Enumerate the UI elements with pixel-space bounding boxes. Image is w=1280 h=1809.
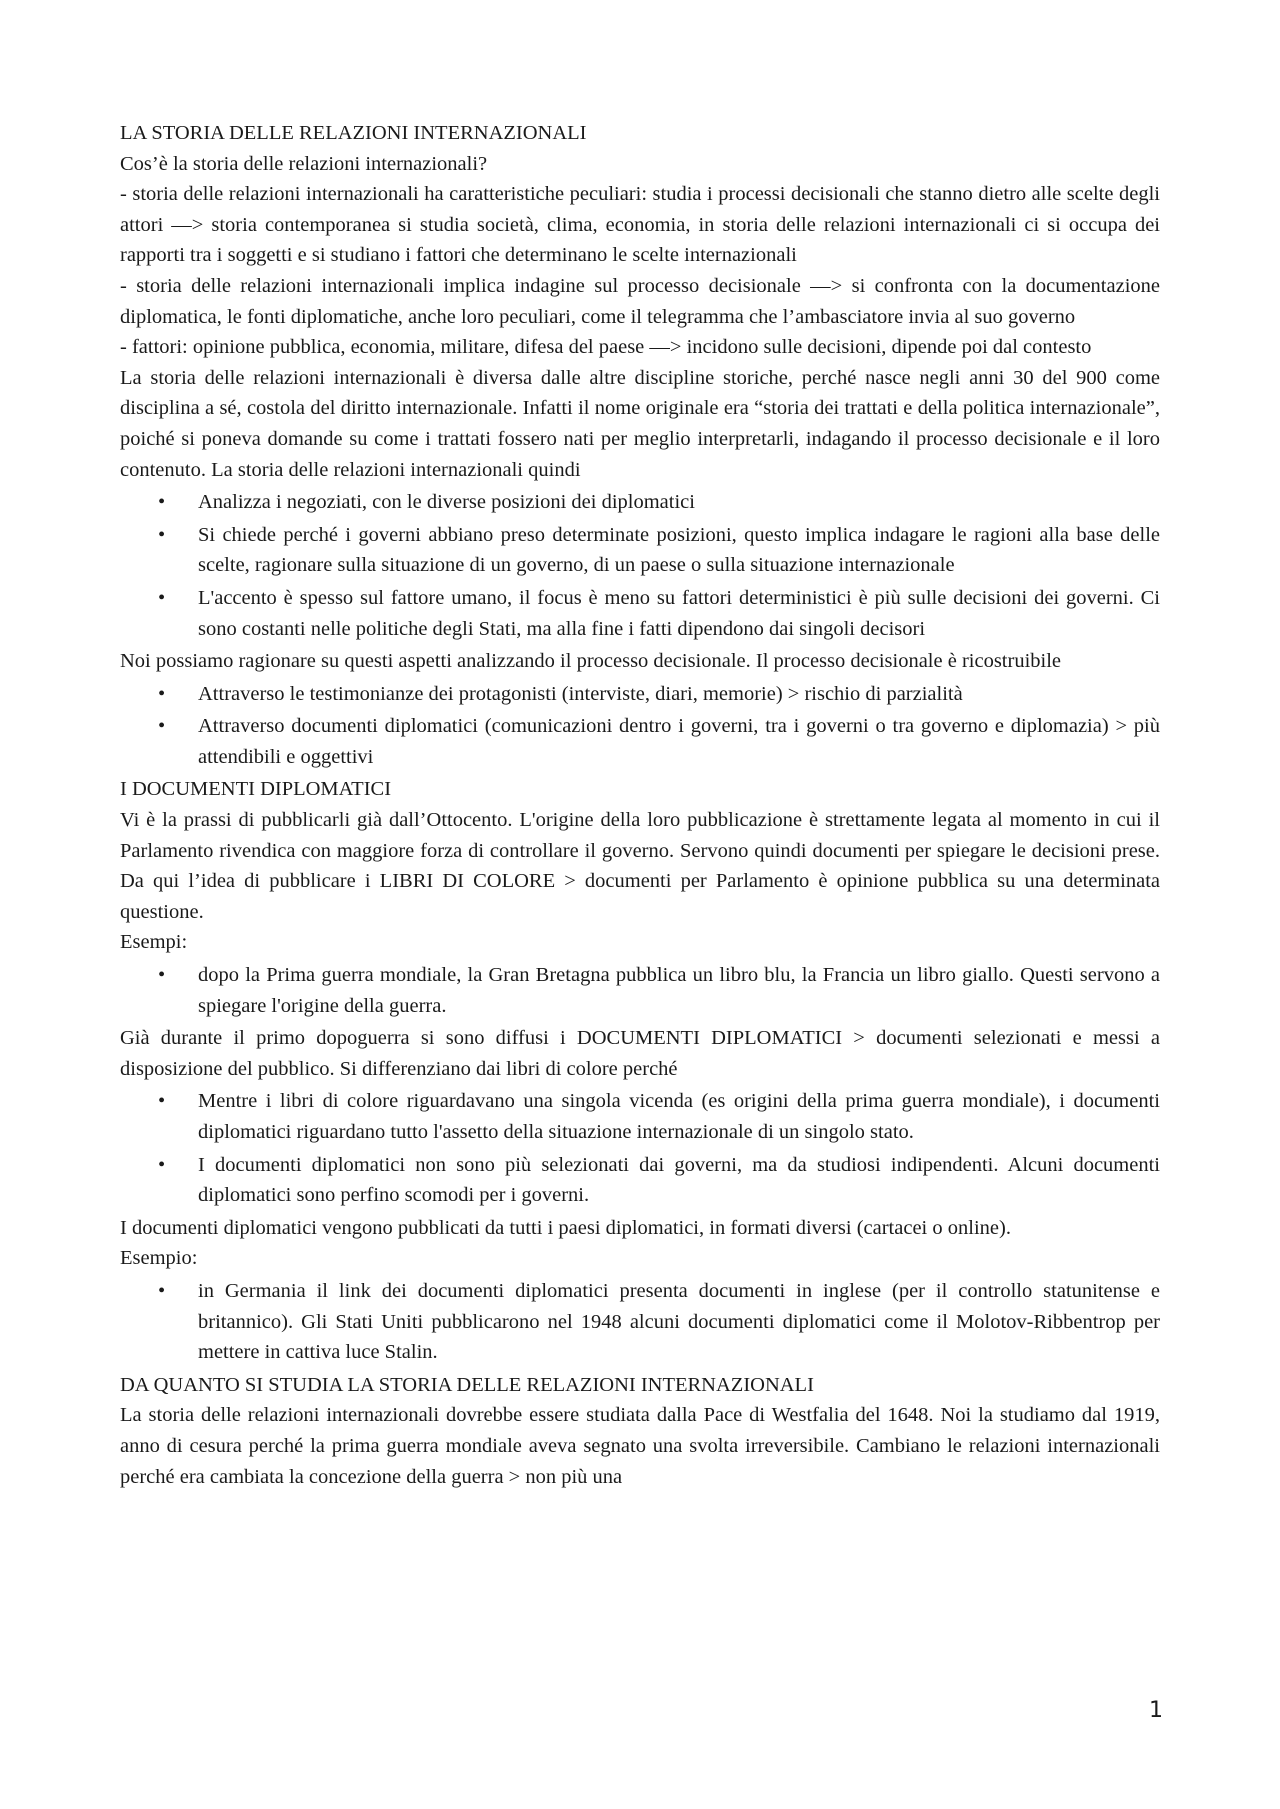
list-sources (120, 679, 1160, 773)
bullet-icon: • (158, 715, 166, 738)
paragraph-origin: La storia delle relazioni internazionali è diversa dalle altre discipline storiche, perché nasce negli anni 30 del 900 come disciplina a sé, costola del diritto internazionale. Infatti il nome originale era “storia dei trattati e della politica internazionale”, poiché si poneva domande su come i trattati fossero nati per meglio interpretarli, indagando il processo decisionale e il loro contenuto. La storia delle relazioni internazionali quindi (120, 366, 1160, 481)
bullet-icon: • (158, 964, 166, 987)
bullet-icon: • (158, 1153, 166, 1176)
list-item (120, 711, 1160, 772)
list-examples-1 (120, 960, 1160, 1021)
list-item-text: Analizza i negoziati, con le diverse posizioni dei diplomatici (198, 491, 695, 514)
list-item (120, 1086, 1160, 1147)
bullet-icon: • (158, 586, 166, 609)
heading-since: DA QUANTO SI STUDIA LA STORIA DELLE RELAZIONI INTERNAZIONALI (120, 1373, 814, 1396)
list-item-text: Si chiede perché i governi abbiano preso determinate posizioni, questo implica indagare le ragioni alla base delle scelte, ragionare sulla situazione di un governo, di un paese o sulla situazione internazionale (198, 523, 1160, 577)
section-question: Cos’è la storia delle relazioni internazionali? (120, 152, 488, 175)
paragraph-process: Noi possiamo ragionare su questi aspetti analizzando il processo decisionale. Il processo decisionale è ricostruibile (120, 650, 1062, 673)
list-item (120, 679, 1160, 710)
list-item-text: Mentre i libri di colore riguardavano una singola vicenda (es origini della prima guerra mondiale), i documenti diplomatici riguardano tutto l'assetto della situazione internazionale di un singolo stato. (198, 1090, 1160, 1143)
list-item-text: Attraverso documenti diplomatici (comunicazioni dentro i governi, tra i governi o tra governo e diplomazia) > più attendibili e oggettivi (198, 715, 1160, 768)
intro-point-2: - storia delle relazioni internazionali implica indagine sul processo decisionale —> si confronta con la documentazione diplomatica, le fonti diplomatiche, anche loro peculiari, come il telegramma che l’ambasciatore invia al suo governo (120, 274, 1160, 328)
list-differences (120, 1086, 1160, 1210)
page-number: 1 (1149, 1698, 1163, 1723)
paragraph-since: La storia delle relazioni internazionali dovrebbe essere studiata dalla Pace di Westfalia del 1648. Noi la studiamo dal 1919, anno di cesura perché la prima guerra mondiale aveva segnato una svolta irreversibile. Cambiano le relazioni internazionali perché era cambiata la concezione della guerra > non più una (120, 1404, 1160, 1488)
examples-label: Esempi: (120, 931, 188, 954)
intro-point-3: - fattori: opinione pubblica, economia, militare, difesa del paese —> incidono sulle decisioni, dipende poi dal contesto (120, 336, 1092, 359)
list-item (120, 487, 1160, 518)
list-analysis (120, 487, 1160, 644)
bullet-icon: • (158, 1090, 166, 1113)
document-page (120, 118, 1160, 1492)
list-item (120, 1276, 1160, 1368)
intro-point-1: - storia delle relazioni internazionali ha caratteristiche peculiari: studia i processi decisionali che stanno dietro alle scelte degli attori —> storia contemporanea si studia società, clima, economia, in storia delle relazioni internazionali ci si occupa dei rapporti tra i soggetti e si studiano i fattori che determinano le scelte internazionali (120, 183, 1160, 267)
list-item-text: dopo la Prima guerra mondiale, la Gran Bretagna pubblica un libro blu, la Francia un libro giallo. Questi servono a spiegare l'origine della guerra. (198, 964, 1160, 1017)
document-title: LA STORIA DELLE RELAZIONI INTERNAZIONALI (120, 122, 587, 144)
heading-documents: I DOCUMENTI DIPLOMATICI (120, 778, 392, 801)
examples-label: Esempio: (120, 1247, 198, 1270)
paragraph-postwar: Già durante il primo dopoguerra si sono diffusi i DOCUMENTI DIPLOMATICI > documenti selezionati e messi a disposizione del pubblico. Si differenziano dai libri di colore perché (120, 1027, 1160, 1080)
list-item (120, 583, 1160, 644)
bullet-icon: • (158, 682, 166, 705)
list-item-text: Attraverso le testimonianze dei protagonisti (interviste, diari, memorie) > rischio di parzialità (198, 682, 963, 705)
bullet-icon: • (158, 491, 166, 514)
list-item (120, 960, 1160, 1021)
list-item (120, 1150, 1160, 1211)
bullet-icon: • (158, 1279, 166, 1302)
bullet-icon: • (158, 523, 166, 546)
list-item-text: L'accento è spesso sul fattore umano, il focus è meno su fattori deterministici è più sulle decisioni dei governi. Ci sono costanti nelle politiche degli Stati, ma alla fine i fatti dipendono dai singoli decisori (198, 586, 1160, 640)
list-item (120, 520, 1160, 581)
paragraph-published: I documenti diplomatici vengono pubblicati da tutti i paesi diplomatici, in formati diversi (cartacei o online). (120, 1216, 1011, 1239)
list-item-text: in Germania il link dei documenti diplomatici presenta documenti in inglese (per il controllo statunitense e britannico). Gli Stati Uniti pubblicarono nel 1948 alcuni documenti diplomatici come il Molotov-Ribbentrop per mettere in cattiva luce Stalin. (198, 1279, 1160, 1364)
list-item-text: I documenti diplomatici non sono più selezionati dai governi, ma da studiosi indipendenti. Alcuni documenti diplomatici sono perfino scomodi per i governi. (198, 1153, 1160, 1207)
list-examples-2 (120, 1276, 1160, 1368)
paragraph-documents: Vi è la prassi di pubblicarli già dall’Ottocento. L'origine della loro pubblicazione è strettamente legata al momento in cui il Parlamento rivendica con maggiore forza di controllare il governo. Servono quindi documenti per spiegare le decisioni prese. Da qui l’idea di pubblicare i LIBRI DI COLORE > documenti per Parlamento è opinione pubblica su una determinata questione. (120, 809, 1160, 923)
